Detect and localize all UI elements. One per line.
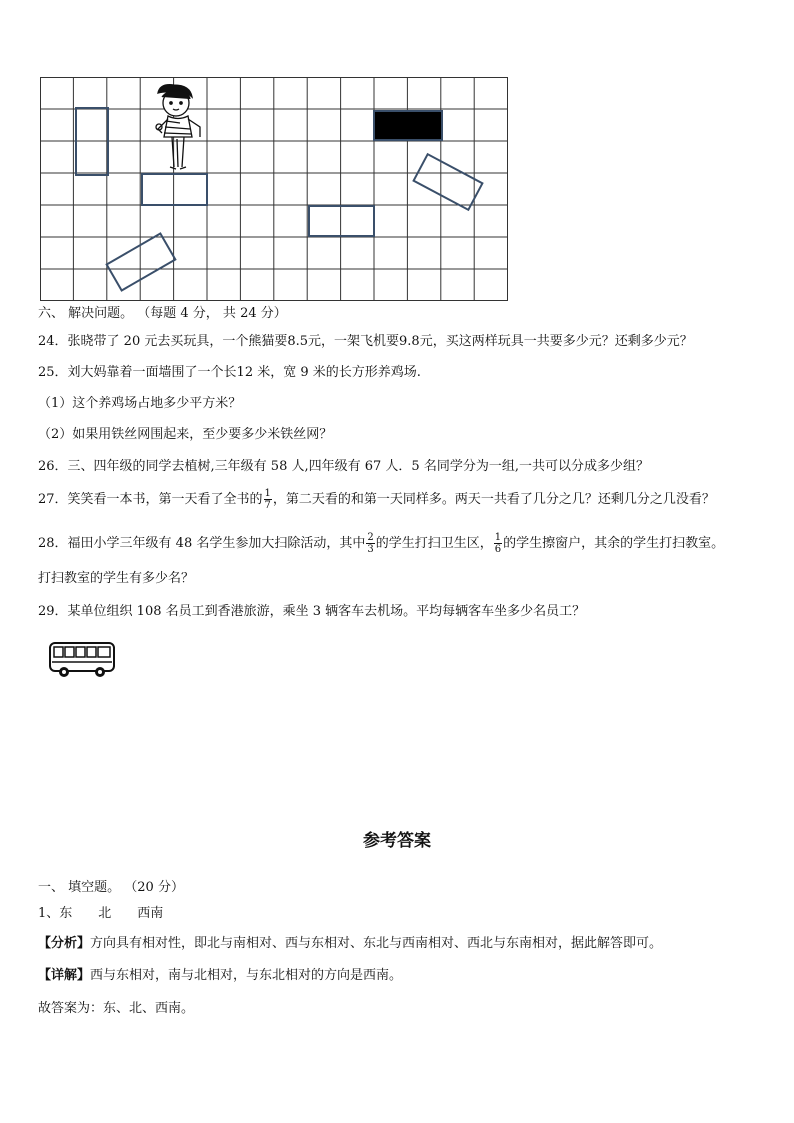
answers-title: 参考答案	[363, 831, 431, 851]
q28-frac2-den: 6	[494, 544, 502, 555]
q28-part1: 28．福田小学三年级有 48 名学生参加大扫除活动，其中	[38, 536, 366, 551]
question-28	[38, 529, 724, 559]
answer-analysis	[38, 935, 662, 953]
section6-heading: 六、 解决问题。 （每题 4 分， 共 24 分）	[38, 306, 287, 321]
q27-after: ，第二天看的和第一天同样多。两天一共看了几分之几？还剩几分之几没看？	[272, 492, 715, 507]
detail-label: 【详解】	[38, 968, 91, 983]
analysis-text: 方向具有相对性，即北与南相对、西与东相对、东北与西南相对、西北与东南相对，据此解答即可。	[90, 936, 663, 951]
q28-part2: 的学生打扫卫生区，	[375, 536, 493, 551]
rect-filled-black	[374, 111, 442, 140]
answer-1: 1、东 北 西南	[38, 906, 164, 921]
q27-frac-num: 1	[264, 488, 271, 499]
question-28-line2: 打扫教室的学生有多少名？	[38, 571, 195, 586]
question-27	[38, 485, 715, 515]
question-29: 29．某单位组织 108 名员工到香港旅游，乘坐 3 辆客车去机场。平均每辆客车坐多少名员工？	[38, 604, 586, 619]
rect-tilted-right	[414, 154, 483, 210]
q28-frac1-den: 3	[367, 544, 374, 555]
grid-figure	[40, 77, 508, 301]
q27-fraction	[264, 488, 272, 511]
q28-fraction-2	[494, 532, 502, 555]
answer-detail	[38, 967, 402, 985]
question-25: 25．刘大妈靠着一面墙围了一个长12 米，宽 9 米的长方形养鸡场.	[38, 365, 421, 380]
q28-fraction-1	[366, 532, 374, 555]
q28-part3: 的学生擦窗户，其余的学生打扫教室。	[503, 536, 725, 551]
detail-text: 西与东相对，南与北相对，与东北相对的方向是西南。	[90, 968, 403, 983]
answer-conclusion: 故答案为：东、北、西南。	[38, 1001, 195, 1016]
question-25-part1: （1）这个养鸡场占地多少平方米？	[38, 396, 242, 411]
question-26: 26．三、四年级的同学去植树,三年级有 58 人,四年级有 67 人．5 名同学分为一组,一共可以分成多少组？	[38, 459, 649, 474]
grid-svg	[40, 77, 508, 301]
analysis-label: 【分析】	[38, 936, 91, 951]
bus-icon	[48, 640, 118, 680]
q28-frac2-num: 1	[494, 532, 502, 543]
rect-tilted-left	[107, 234, 176, 291]
boy-icon	[156, 85, 200, 169]
q28-frac1-num: 2	[367, 532, 374, 543]
q27-before: 27．笑笑看一本书，第一天看了全书的	[38, 492, 263, 507]
answers-section1-heading: 一、 填空题。 （20 分）	[38, 880, 184, 895]
rect-middle	[309, 206, 374, 236]
question-24: 24．张晓带了 20 元去买玩具，一个熊猫要8.5元，一架飞机要9.8元，买这两样玩具一共要多少元？还剩多少元？	[38, 334, 693, 349]
rect-under-boy	[142, 174, 207, 205]
q27-frac-den: 7	[264, 500, 271, 511]
question-25-part2: （2）如果用铁丝网围起来，至少要多少米铁丝网？	[38, 427, 333, 442]
